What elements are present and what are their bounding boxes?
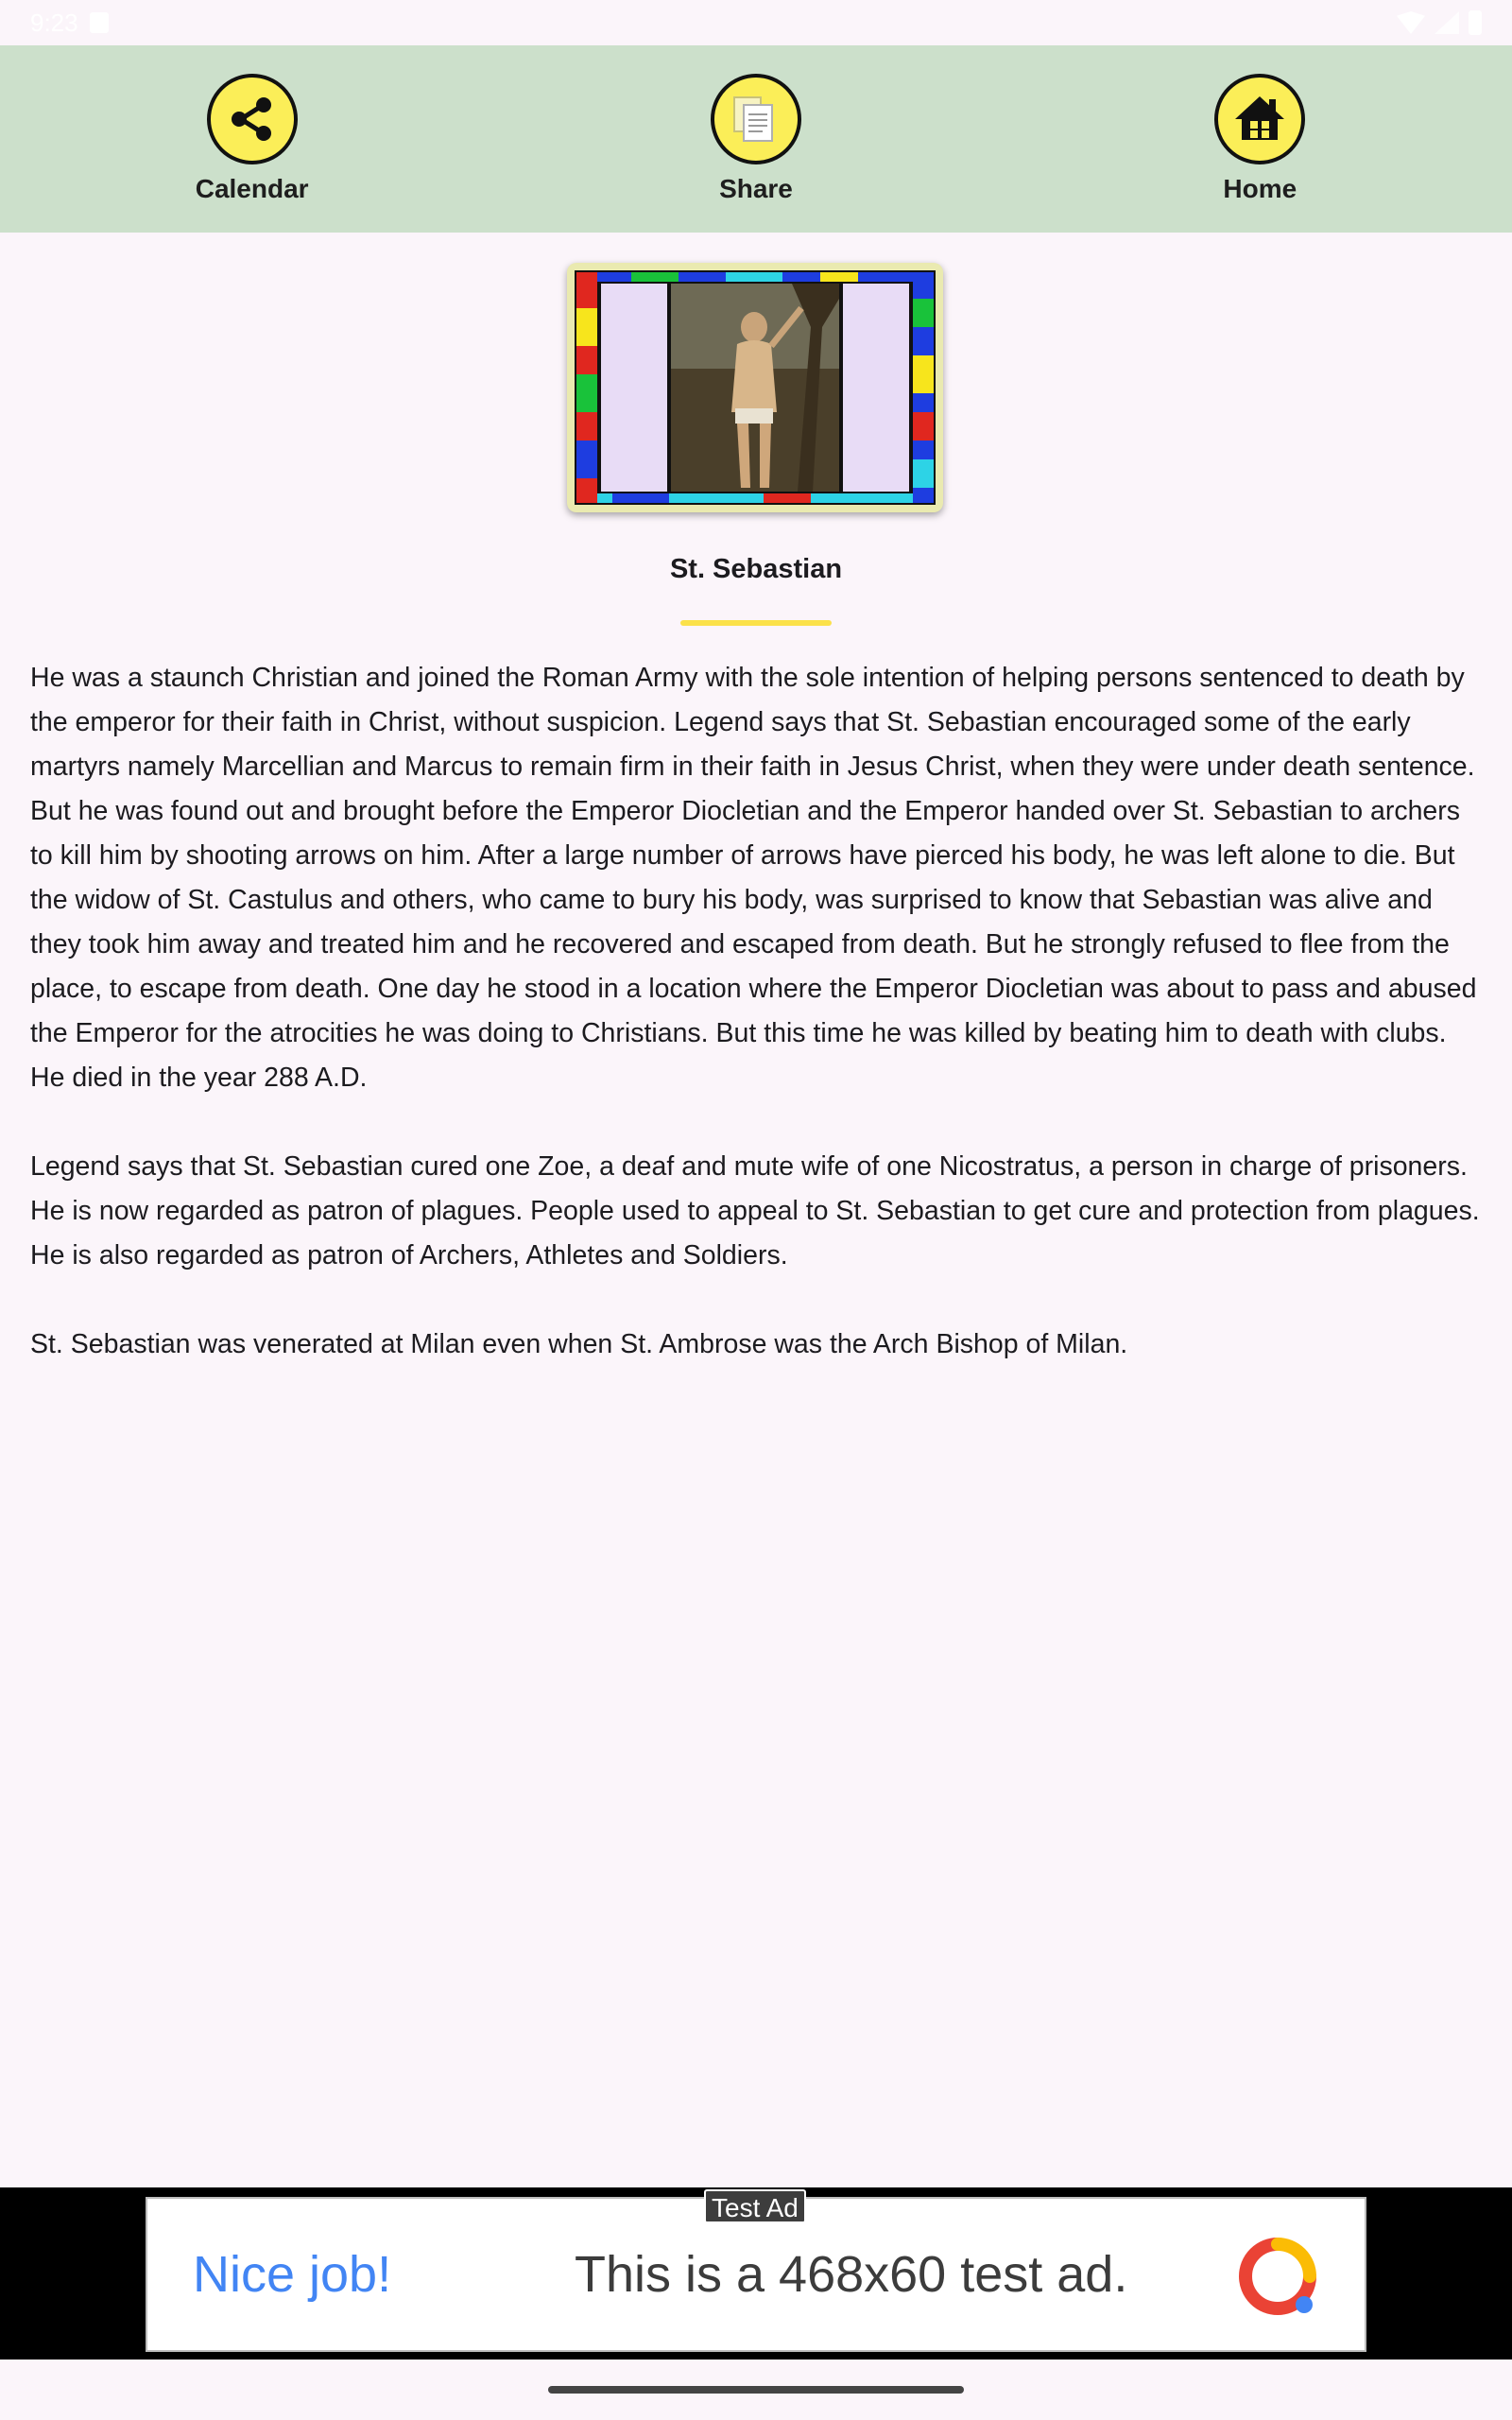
- status-time: 9:23: [30, 8, 78, 37]
- test-ad-badge: Test Ad: [704, 2189, 806, 2223]
- ad-banner[interactable]: [0, 2187, 1512, 2360]
- sim-card-icon: [90, 12, 109, 33]
- saint-title: St. Sebastian: [669, 554, 843, 584]
- share-icon: [207, 74, 298, 164]
- home-gesture-handle[interactable]: [548, 2386, 964, 2394]
- saint-biography: [30, 656, 1486, 1411]
- share-label: Share: [719, 174, 793, 203]
- status-bar: [0, 0, 1512, 45]
- title-underline: [680, 620, 832, 626]
- biography-paragraph: He was a staunch Christian and joined the Roman Army with the sole intention of helping persons sentenced to death by the emperor for their faith in Christ, without suspicion. Legend says that St. Sebastian encouraged some of the early martyrs namely Marcellian and Marcus to remain firm in their faith in Jesus Christ, when they were under death sentence. But he was found out and brought before the Emperor Diocletian and the Emperor handed over St. Sebastian to archers to kill him by shooting arrows on him. After a large number of arrows have pierced his body, he was left alone to die. But the widow of St. Castulus and others, who came to bury his body, was surprised to know that Sebastian was alive and they took him away and treated him and he recovered and escaped from death. But he strongly refused to flee from the place, to escape from death. One day he stood in a location where the Emperor Diocletian was about to pass and abused the Emperor for the atrocities he was doing to Christians. But this time he was killed by beating him to death with clubs. He died in the year 288 A.D.: [30, 663, 1477, 1093]
- home-icon: [1214, 74, 1305, 164]
- top-toolbar: [0, 45, 1512, 233]
- biography-paragraph: St. Sebastian was venerated at Milan even when St. Ambrose was the Arch Bishop of Milan.: [30, 1329, 1128, 1359]
- calendar-button[interactable]: [63, 74, 441, 204]
- ad-body[interactable]: This is a 468x60 test ad.: [575, 2246, 1128, 2303]
- home-label: Home: [1223, 174, 1297, 203]
- signal-icon: [1435, 11, 1459, 34]
- system-nav-bar: [0, 2360, 1512, 2420]
- stained-glass-frame: [575, 270, 936, 505]
- documents-icon: [711, 74, 801, 164]
- home-button[interactable]: [1071, 74, 1449, 204]
- wifi-icon: [1397, 11, 1425, 34]
- battery-icon: [1469, 10, 1482, 35]
- saint-image: [567, 263, 943, 512]
- biography-paragraph: Legend says that St. Sebastian cured one Zoe, a deaf and mute wife of one Nicostratus, a person in charge of prisoners. He is now regarded as patron of plagues. People used to appeal to St. Sebastian to get cure and protection from plagues. He is also regarded as patron of Archers, Athletes and Soldiers.: [30, 1151, 1480, 1270]
- share-button[interactable]: [567, 74, 945, 204]
- ad-logo-icon: [1236, 2235, 1319, 2318]
- calendar-label: Calendar: [195, 174, 309, 203]
- ad-headline[interactable]: Nice job!: [193, 2246, 392, 2303]
